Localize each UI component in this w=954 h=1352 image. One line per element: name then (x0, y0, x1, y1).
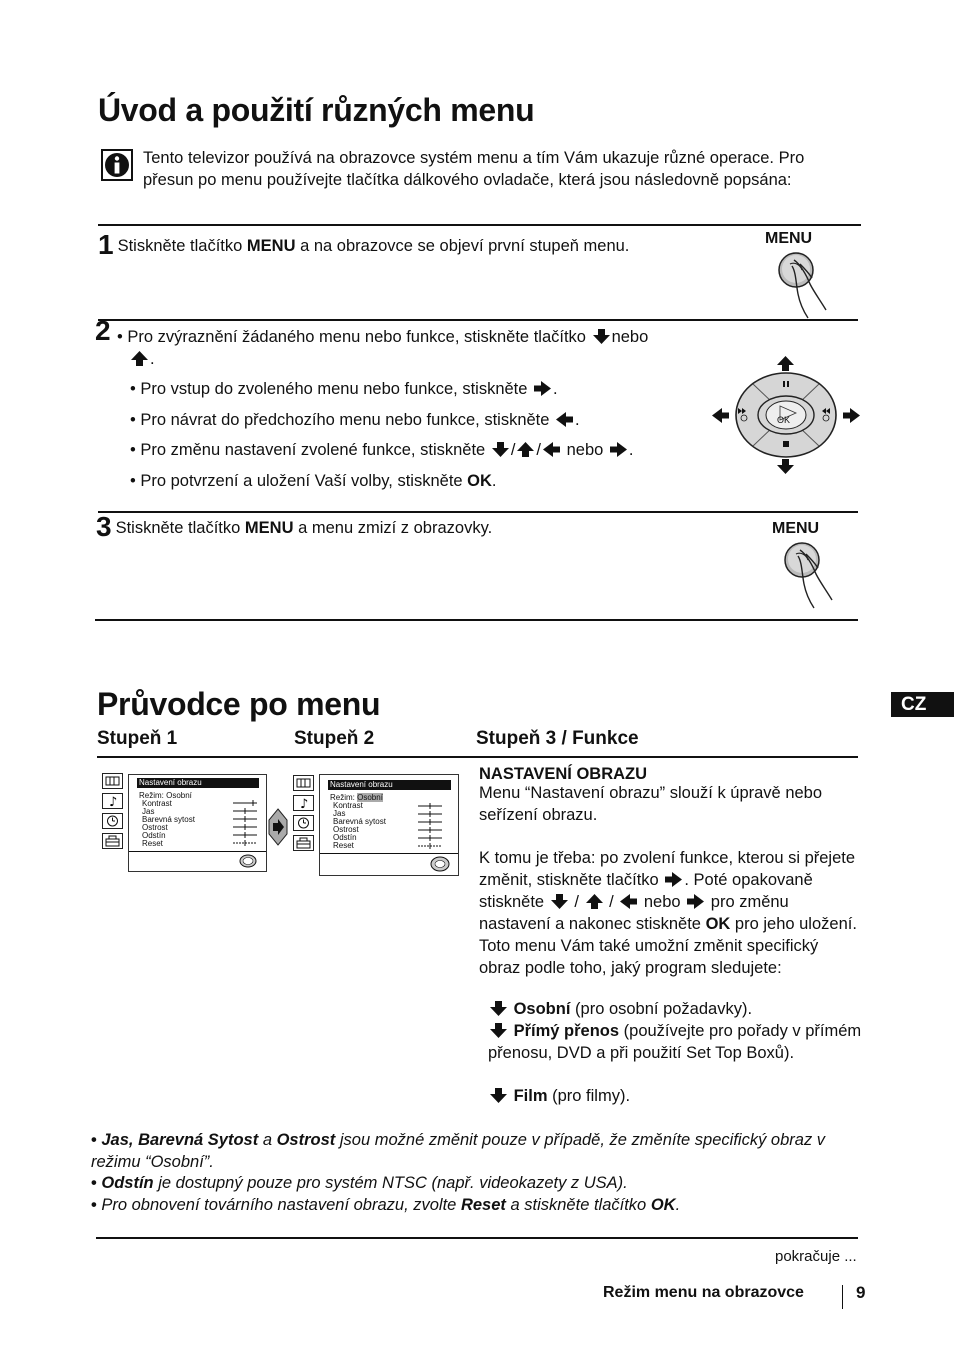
step-2 (95, 315, 115, 346)
svg-text:♪: ♪ (300, 797, 309, 810)
divider (96, 1237, 858, 1239)
arrow-right-icon (534, 381, 551, 396)
picture-menu-icon (102, 773, 123, 789)
timer-menu-icon (102, 813, 123, 829)
timer-menu-icon (293, 815, 314, 831)
slider-bars (231, 799, 259, 847)
arrow-down-icon (551, 894, 568, 909)
step-2-bullet-1: • Pro zvýraznění žádaného menu nebo funkce, stiskněte tlačítko nebo . (117, 328, 649, 368)
note-2: • Odstín je dostupný pouze pro systém NTSC (např. videokazety z USA). (91, 1174, 628, 1192)
footer-separator (842, 1285, 843, 1309)
intro-text: Tento televizor používá na obrazovce systém menu a tím Vám ukazuje různé operace. Pro přesun po menu používejte tlačítka dálkového ovladače, která jsou následovně popsána: (143, 149, 805, 189)
menu-item: Režim: Osobní (139, 791, 192, 800)
ok-icon (239, 854, 257, 868)
function-heading: NASTAVENÍ OBRAZU (479, 765, 648, 783)
option-film: Film (pro filmy). (488, 1085, 868, 1107)
menu-item: Reset (142, 839, 163, 848)
note-1: • Jas, Barevná Sytost a Ostrost jsou možné změnit pouze v případě, že změníte specifický obraz v režimu “Osobní”. (91, 1131, 826, 1171)
menu-item: Jas (142, 807, 155, 816)
menu-item: Ostrost (333, 825, 359, 834)
arrow-down-icon (492, 442, 509, 457)
page-number: 9 (856, 1283, 866, 1302)
svg-text:♪: ♪ (109, 795, 118, 808)
arrow-up-icon (517, 442, 534, 457)
menu-item: Ostrost (142, 823, 168, 832)
menu-screen-level-1 (128, 774, 267, 872)
menu-item: Režim: Osobní (330, 793, 383, 802)
step-2-bullet-2: • Pro vstup do zvoleného menu nebo funkce, stiskněte . (130, 380, 558, 398)
arrow-down-icon (490, 1023, 507, 1038)
column-header-level-3: Stupeň 3 / Funkce (476, 728, 639, 749)
arrow-down-icon (490, 1001, 507, 1016)
slider-bars (416, 802, 444, 850)
setup-menu-icon (102, 833, 123, 849)
divider (95, 619, 858, 621)
function-description: Menu “Nastavení obrazu” slouží k úpravě nebo seřízení obrazu. (479, 784, 823, 824)
arrow-up-icon (586, 894, 603, 909)
arrow-left-icon (556, 412, 573, 427)
menu-item: Kontrast (333, 801, 363, 810)
step-number: 1 (98, 229, 114, 260)
footer-section-name: Režim menu na obrazovce (603, 1284, 804, 1301)
option-primy-prenos: Přímý přenos (používejte pro pořady v přímém přenosu, DVD a při použití Set Top Boxů). (488, 1022, 862, 1062)
divider (98, 319, 858, 321)
divider (98, 224, 861, 226)
column-header-level-1: Stupeň 1 (97, 728, 178, 749)
menu-screen-level-2 (319, 774, 459, 876)
ok-navigation-icon (430, 856, 450, 872)
arrow-down-icon (490, 1088, 507, 1103)
divider (98, 511, 858, 513)
menu-button-label: MENU (772, 520, 820, 537)
arrow-down-icon (593, 329, 610, 344)
menu-header: Nastavení obrazu (137, 778, 259, 788)
menu-header: Nastavení obrazu (328, 780, 451, 790)
column-header-level-2: Stupeň 2 (294, 728, 375, 749)
sound-menu-icon (293, 795, 314, 811)
option-osobni: Osobní (pro osobní požadavky). (488, 998, 868, 1020)
section-title: Průvodce po menu (97, 686, 381, 722)
menu-item: Reset (333, 841, 354, 850)
ok-key-label: OK (777, 415, 791, 425)
setup-menu-icon (293, 835, 314, 851)
menu-button-label: MENU (765, 230, 813, 247)
menu-item: Odstín (333, 833, 357, 842)
continues-label: pokračuje ... (775, 1248, 857, 1265)
arrow-up-icon (131, 351, 148, 366)
sound-menu-icon (102, 793, 123, 809)
menu-item: Barevná sytost (142, 815, 195, 824)
finger-press-icon (770, 250, 834, 320)
arrow-right-icon (687, 894, 704, 909)
menu-item: Odstín (142, 831, 166, 840)
step-1: 1 Stiskněte tlačítko MENU a na obrazovce se objeví první stupeň menu. (98, 229, 630, 260)
note-3: • Pro obnovení továrního nastavení obrazu, zvolte Reset a stiskněte tlačítko OK. (91, 1196, 681, 1214)
arrow-right-icon (665, 872, 682, 887)
step-2-bullet-4: • Pro změnu nastavení zvolené funkce, stiskněte / / nebo . (130, 441, 634, 459)
finger-press-icon (776, 540, 840, 610)
menu-item: Jas (333, 809, 346, 818)
arrow-left-icon (620, 894, 637, 909)
arrow-left-icon (543, 442, 560, 457)
step-number: 2 (95, 315, 111, 346)
step-2-bullet-3: • Pro návrat do předchozího menu nebo funkce, stiskněte . (130, 411, 580, 429)
step-number: 3 (96, 511, 112, 542)
picture-menu-icon (293, 775, 314, 791)
arrow-right-icon (610, 442, 627, 457)
info-icon (101, 149, 133, 181)
language-tab: CZ (891, 692, 954, 717)
function-instructions: K tomu je třeba: po zvolení funkce, kterou si přejete změnit, stiskněte tlačítko . Poté opakovaně stiskněte / / nebo pro změnu nastavení a nakonec stiskněte OK pro jeho uložení. Toto menu Vám také umožní změnit specifický obraz podle toho, jaký program sledujete: (479, 849, 857, 977)
navigate-right-icon (268, 808, 288, 846)
page-title: Úvod a použití různých menu (98, 92, 535, 128)
step-3: 3 Stiskněte tlačítko MENU a menu zmizí z obrazovky. (96, 511, 493, 542)
divider (97, 756, 858, 758)
menu-item: Kontrast (142, 799, 172, 808)
menu-item: Barevná sytost (333, 817, 386, 826)
step-2-bullet-5: • Pro potvrzení a uložení Vaší volby, stiskněte OK. (130, 472, 497, 490)
